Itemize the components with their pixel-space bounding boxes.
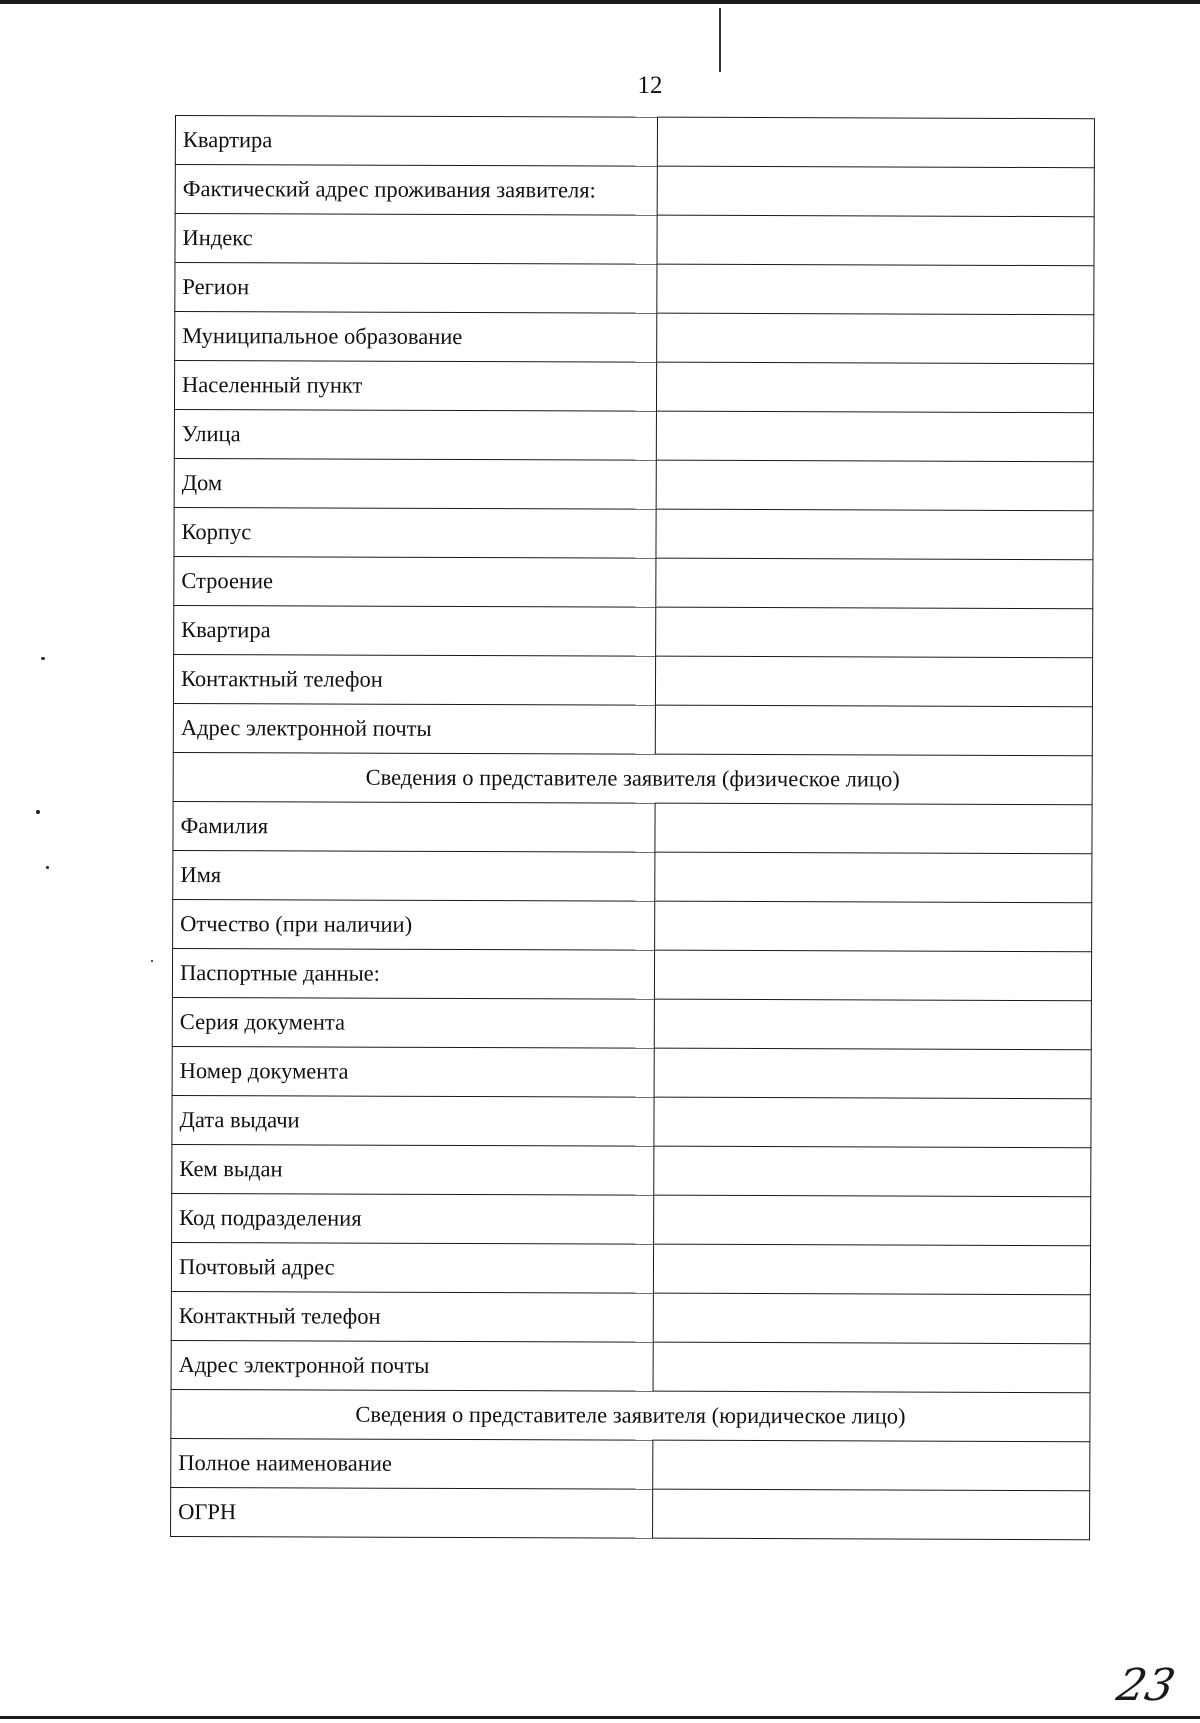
field-value-cell[interactable] bbox=[655, 656, 1092, 707]
field-value-cell[interactable] bbox=[656, 362, 1093, 413]
field-value-cell[interactable] bbox=[654, 1146, 1091, 1197]
page-number: 12 bbox=[637, 72, 663, 99]
form-field-row bbox=[175, 165, 1094, 217]
form-field-row bbox=[171, 1438, 1090, 1490]
field-value-cell[interactable] bbox=[654, 950, 1091, 1001]
form-field-row bbox=[174, 556, 1093, 608]
field-label: Населенный пункт bbox=[174, 361, 656, 412]
field-value-cell[interactable] bbox=[656, 558, 1093, 609]
field-value-cell[interactable] bbox=[655, 705, 1092, 756]
field-label: Серия документа bbox=[172, 997, 654, 1048]
scan-mark bbox=[719, 8, 721, 72]
field-value-cell[interactable] bbox=[654, 1048, 1091, 1099]
form-field-row bbox=[174, 605, 1093, 657]
form-field-row bbox=[174, 458, 1093, 510]
applicant-form-table bbox=[170, 115, 1095, 1540]
field-value-cell[interactable] bbox=[657, 313, 1094, 364]
form-table-body bbox=[171, 116, 1095, 1540]
field-value-cell[interactable] bbox=[654, 1097, 1091, 1148]
form-field-row bbox=[174, 409, 1093, 461]
field-label: Фамилия bbox=[173, 801, 655, 852]
form-field-row bbox=[173, 801, 1092, 853]
field-label: Отчество (при наличии) bbox=[173, 899, 655, 950]
scan-bottom-edge bbox=[0, 1716, 1200, 1719]
field-label: Контактный телефон bbox=[171, 1291, 653, 1342]
field-value-cell[interactable] bbox=[656, 460, 1093, 511]
scan-top-edge bbox=[0, 0, 1200, 4]
form-field-row bbox=[175, 116, 1094, 168]
field-label: Код подразделения bbox=[172, 1193, 654, 1244]
field-value-cell[interactable] bbox=[653, 1440, 1090, 1491]
field-value-cell[interactable] bbox=[655, 803, 1092, 854]
form-field-row bbox=[171, 1487, 1090, 1539]
form-field-row bbox=[174, 361, 1093, 413]
section-title: Сведения о представителе заявителя (юридическое лицо) bbox=[171, 1389, 1090, 1441]
scan-speck bbox=[36, 810, 40, 814]
field-value-cell[interactable] bbox=[656, 411, 1093, 462]
scan-speck bbox=[46, 866, 49, 869]
form-field-row bbox=[173, 850, 1092, 902]
field-label: Кем выдан bbox=[172, 1144, 654, 1195]
field-value-cell[interactable] bbox=[657, 166, 1094, 217]
form-field-row bbox=[175, 312, 1094, 364]
section-title: Сведения о представителе заявителя (физическое лицо) bbox=[173, 752, 1092, 804]
field-value-cell[interactable] bbox=[653, 1244, 1090, 1295]
field-label: Дата выдачи bbox=[172, 1095, 654, 1146]
field-value-cell[interactable] bbox=[656, 607, 1093, 658]
field-label: ОГРН bbox=[171, 1487, 653, 1538]
field-label: Квартира bbox=[175, 116, 657, 167]
field-label: Номер документа bbox=[172, 1046, 654, 1097]
field-label: Контактный телефон bbox=[173, 654, 655, 705]
field-value-cell[interactable] bbox=[657, 215, 1094, 266]
form-field-row bbox=[172, 948, 1091, 1000]
form-field-row bbox=[173, 654, 1092, 706]
field-value-cell[interactable] bbox=[655, 901, 1092, 952]
form-field-row bbox=[174, 507, 1093, 559]
field-value-cell[interactable] bbox=[657, 117, 1094, 168]
field-label: Индекс bbox=[175, 214, 657, 265]
field-value-cell[interactable] bbox=[653, 1489, 1090, 1540]
field-label: Имя bbox=[173, 850, 655, 901]
field-label: Почтовый адрес bbox=[171, 1242, 653, 1293]
field-label: Корпус bbox=[174, 507, 656, 558]
field-value-cell[interactable] bbox=[657, 264, 1094, 315]
field-label: Улица bbox=[174, 409, 656, 460]
field-label: Квартира bbox=[174, 605, 656, 656]
field-label: Фактический адрес проживания заявителя: bbox=[175, 165, 657, 216]
handwritten-sheet-number: 23 bbox=[1112, 1660, 1180, 1711]
form-field-row bbox=[172, 1095, 1091, 1147]
field-label: Регион bbox=[175, 263, 657, 314]
form-field-row bbox=[172, 1193, 1091, 1245]
field-label: Дом bbox=[174, 458, 656, 509]
form-field-row bbox=[171, 1242, 1090, 1294]
form-field-row bbox=[173, 703, 1092, 755]
field-value-cell[interactable] bbox=[656, 509, 1093, 560]
field-value-cell[interactable] bbox=[654, 999, 1091, 1050]
form-field-row bbox=[172, 1046, 1091, 1098]
form-field-row bbox=[172, 1144, 1091, 1196]
scan-speck bbox=[151, 960, 153, 962]
scan-speck bbox=[41, 657, 45, 660]
form-field-row bbox=[171, 1291, 1090, 1343]
form-field-row bbox=[175, 214, 1094, 266]
field-value-cell[interactable] bbox=[655, 852, 1092, 903]
field-value-cell[interactable] bbox=[653, 1342, 1090, 1393]
form-field-row bbox=[175, 263, 1094, 315]
form-field-row bbox=[172, 997, 1091, 1049]
field-label: Строение bbox=[174, 556, 656, 607]
field-value-cell[interactable] bbox=[653, 1293, 1090, 1344]
field-label: Паспортные данные: bbox=[172, 948, 654, 999]
field-label: Адрес электронной почты bbox=[173, 703, 655, 754]
section-header-row bbox=[173, 752, 1092, 804]
form-field-row bbox=[171, 1340, 1090, 1392]
section-header-row bbox=[171, 1389, 1090, 1441]
form-field-row bbox=[173, 899, 1092, 951]
field-label: Полное наименование bbox=[171, 1438, 653, 1489]
field-label: Муниципальное образование bbox=[175, 312, 657, 363]
field-label: Адрес электронной почты bbox=[171, 1340, 653, 1391]
field-value-cell[interactable] bbox=[654, 1195, 1091, 1246]
